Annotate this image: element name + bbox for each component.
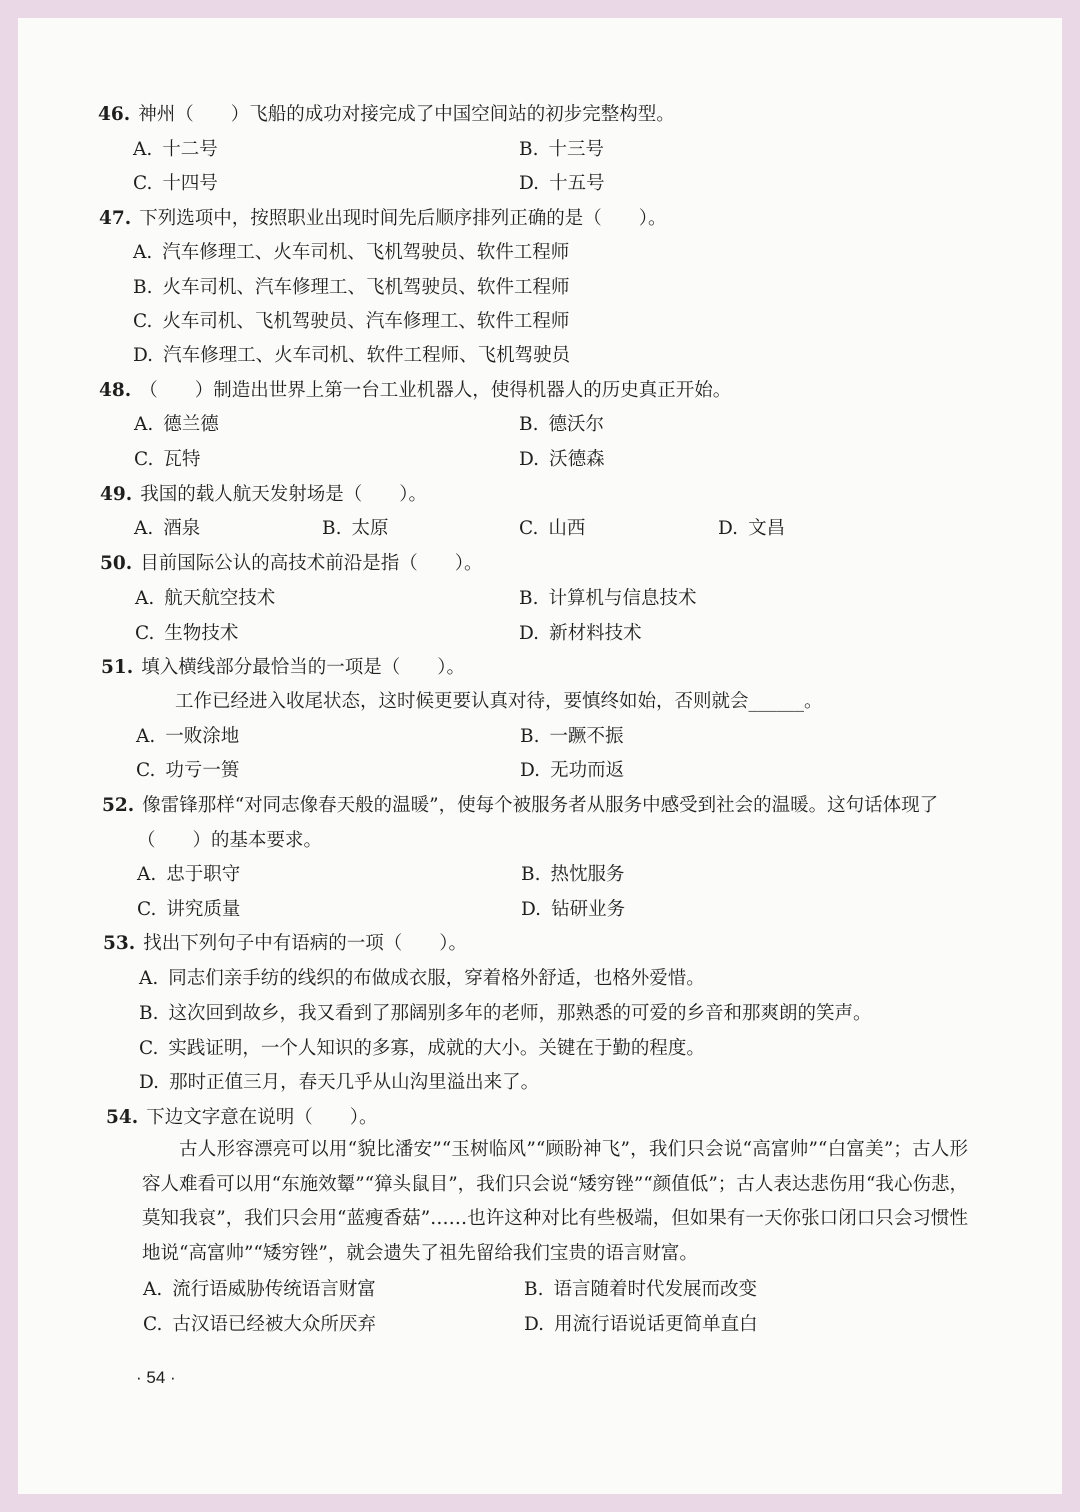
question-stem: 目前国际公认的高技术前沿是指（ ）。: [140, 553, 483, 574]
question-52: [102, 794, 938, 818]
option-a: A. 同志们亲手纺的线织的布做成衣服，穿着格外舒适，也格外爱惜。: [139, 968, 705, 989]
option-b: B. 火车司机、汽车修理工、飞机驾驶员、软件工程师: [133, 277, 570, 298]
question-47: [99, 207, 666, 231]
exam-page: [18, 18, 1062, 1494]
option-b: B. 德沃尔: [519, 414, 604, 435]
question-stem: 下边文字意在说明（ ）。: [146, 1107, 378, 1128]
question-stem-continued: （ ）的基本要求。: [137, 830, 323, 851]
option-b: B. 一蹶不振: [520, 726, 624, 747]
question-passage: 古人形容漂亮可以用“貌比潘安”“玉树临风”“顾盼神飞”，我们只会说“高富帅”“白富美”；古人形容人难看可以用“东施效颦”“獐头鼠目”，我们只会说“矮穷锉”“颜值低”；古人表达悲伤用“我心伤悲，莫知我哀”，我们只会用“蓝瘦香菇”……也许这种对比有些极端，但如果有一天你张口闭口只会习惯性地说“高富帅”“矮穷锉”，就会遗失了祖先留给我们宝贵的语言财富。: [142, 1139, 968, 1264]
question-number: 46.: [98, 104, 131, 125]
option-c: C. 讲究质量: [137, 899, 241, 920]
question-50: [100, 552, 482, 576]
question-number: 52.: [102, 795, 135, 816]
option-a: A. 航天航空技术: [135, 588, 276, 609]
option-a: A. 德兰德: [134, 414, 219, 435]
question-stem: 神州（ ）飞船的成功对接完成了中国空间站的初步完整构型。: [138, 104, 675, 125]
question-54: [106, 1106, 377, 1130]
page-number: · 54 ·: [136, 1368, 176, 1387]
option-d: D. 无功而返: [520, 760, 625, 781]
option-b: B. 十三号: [519, 139, 604, 160]
question-number: 54.: [106, 1107, 139, 1128]
option-d: D. 沃德森: [519, 449, 605, 470]
option-a: A. 十二号: [133, 139, 218, 160]
option-d: D. 那时正值三月，春天几乎从山沟里溢出来了。: [139, 1072, 540, 1093]
question-46: [98, 103, 675, 127]
question-passage: 工作已经进入收尾状态，这时候更要认真对待，要慎终如始，否则就会______。: [175, 691, 823, 712]
option-d: D. 文昌: [718, 518, 786, 539]
option-a: A. 一败涂地: [136, 726, 240, 747]
option-b: B. 热忱服务: [521, 864, 625, 885]
option-d: D. 钻研业务: [521, 899, 626, 920]
question-53: [103, 932, 467, 956]
option-b: B. 语言随着时代发展而改变: [524, 1279, 757, 1300]
option-c: C. 生物技术: [135, 623, 239, 644]
question-number: 49.: [100, 484, 133, 505]
question-stem: 下列选项中，按照职业出现时间先后顺序排列正确的是（ ）。: [139, 208, 667, 229]
question-stem: 找出下列句子中有语病的一项（ ）。: [143, 933, 467, 954]
option-d: D. 用流行语说话更简单直白: [524, 1314, 758, 1335]
question-stem: 填入横线部分最恰当的一项是（ ）。: [141, 657, 465, 678]
option-a: A. 汽车修理工、火车司机、飞机驾驶员、软件工程师: [133, 242, 570, 263]
option-c: C. 古汉语已经被大众所厌弃: [143, 1314, 376, 1335]
question-stem: 我国的载人航天发射场是（ ）。: [140, 484, 427, 505]
option-a: A. 忠于职守: [137, 864, 241, 885]
question-number: 51.: [101, 657, 134, 678]
question-number: 47.: [99, 208, 132, 229]
option-c: C. 瓦特: [134, 449, 201, 470]
option-b: B. 这次回到故乡，我又看到了那阔别多年的老师，那熟悉的可爱的乡音和那爽朗的笑声。: [139, 1003, 872, 1024]
question-stem: （ ）制造出世界上第一台工业机器人，使得机器人的历史真正开始。: [139, 380, 732, 401]
question-number: 50.: [100, 553, 133, 574]
option-c: C. 山西: [519, 518, 586, 539]
question-number: 48.: [99, 380, 132, 401]
question-stem: 像雷锋那样“对同志像春天般的温暖”，使每个被服务者从服务中感受到社会的温暖。这句话体现了: [142, 795, 939, 816]
option-b: B. 太原: [322, 518, 389, 539]
question-number: 53.: [103, 933, 136, 954]
option-d: D. 新材料技术: [519, 623, 642, 644]
question-48: [99, 379, 731, 403]
option-c: C. 十四号: [133, 173, 218, 194]
option-c: C. 实践证明，一个人知识的多寡，成就的大小。关键在于勤的程度。: [139, 1038, 705, 1059]
question-51: [101, 656, 465, 680]
option-b: B. 计算机与信息技术: [519, 588, 697, 609]
option-d: D. 汽车修理工、火车司机、软件工程师、飞机驾驶员: [133, 345, 571, 366]
option-d: D. 十五号: [519, 173, 605, 194]
option-c: C. 火车司机、飞机驾驶员、汽车修理工、软件工程师: [133, 311, 570, 332]
question-49: [100, 483, 427, 507]
option-a: A. 流行语威胁传统语言财富: [143, 1279, 376, 1300]
option-a: A. 酒泉: [134, 518, 201, 539]
option-c: C. 功亏一篑: [136, 760, 240, 781]
